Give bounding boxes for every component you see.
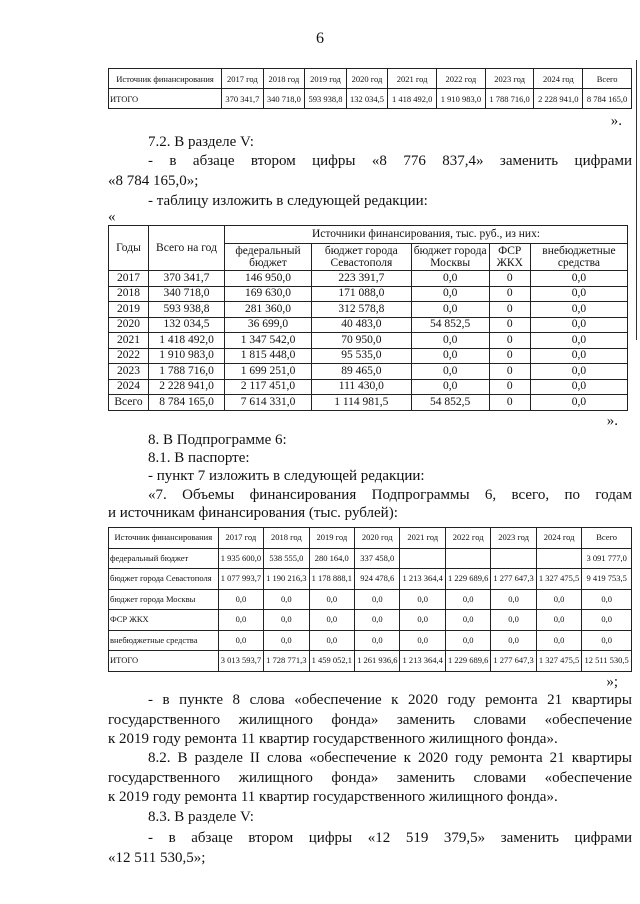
column-header: 2017 год (218, 528, 263, 549)
table-cell: 2017 (109, 271, 149, 287)
table-cell: 0 (489, 302, 530, 318)
table-cell: 2018 (109, 286, 149, 302)
table-cell: 0,0 (411, 333, 489, 349)
financing-table-subprogram-6 (108, 527, 632, 672)
table-cell: 1 815 448,0 (225, 348, 312, 364)
table-cell: 0 (489, 333, 530, 349)
financing-table-by-year (108, 225, 628, 411)
table-cell: 0,0 (309, 589, 354, 610)
table-cell: 0,0 (491, 589, 536, 610)
table-cell: 312 578,8 (312, 302, 412, 318)
table-cell: ИТОГО (109, 89, 222, 109)
table-row (109, 271, 628, 287)
table-cell: 0,0 (582, 610, 632, 631)
table-cell: 2021 (109, 333, 149, 349)
column-header: 2021 год (388, 69, 437, 89)
column-header: 2020 год (346, 69, 388, 89)
table-cell: 337 458,0 (355, 548, 400, 569)
column-header: ФСР ЖКХ (489, 244, 530, 271)
column-header: 2020 год (355, 528, 400, 549)
subsection-title: 8.1. В паспорте: (148, 450, 250, 466)
table-cell: 0,0 (530, 302, 627, 318)
column-header: Источник финансирования (109, 528, 219, 549)
table-cell: 0,0 (582, 589, 632, 610)
table-row (109, 348, 628, 364)
table-cell: 1 213 364,4 (400, 569, 445, 590)
table-cell: 9 419 753,5 (582, 569, 632, 590)
table-row (109, 630, 632, 651)
column-header: 2017 год (222, 69, 264, 89)
column-header: Источник финансирования (109, 69, 222, 89)
table-cell: 0,0 (445, 589, 490, 610)
table-cell: 1 077 993,7 (218, 569, 263, 590)
table-row (109, 548, 632, 569)
table-cell: 0,0 (536, 610, 581, 631)
table-cell: 40 483,0 (312, 317, 412, 333)
table-cell: 0,0 (411, 271, 489, 287)
table-cell: 281 360,0 (225, 302, 312, 318)
table-cell: 0,0 (264, 610, 309, 631)
table-cell: 0,0 (355, 610, 400, 631)
table-cell: 0,0 (411, 302, 489, 318)
table-cell: 0,0 (536, 589, 581, 610)
table-cell: 0 (489, 271, 530, 287)
table-cell: 0,0 (309, 610, 354, 631)
paragraph: - пункт 7 изложить в следующей редакции: (148, 468, 425, 484)
section-title: 8. В Подпрограмме 6: (148, 432, 287, 448)
table-cell: 8 784 165,0 (583, 89, 632, 109)
table-cell: 0 (489, 348, 530, 364)
table-row (109, 651, 632, 672)
table-cell: 95 535,0 (312, 348, 412, 364)
table-cell: 2 228 941,0 (149, 379, 225, 395)
table-cell: 1 213 364,4 (400, 651, 445, 672)
table-cell: 0,0 (400, 610, 445, 631)
table-cell: 370 341,7 (222, 89, 264, 109)
table-cell: бюджет города Москвы (109, 589, 219, 610)
table-cell: 0,0 (491, 610, 536, 631)
table-cell: 8 784 165,0 (149, 395, 225, 411)
column-header: бюджет города Москвы (411, 244, 489, 271)
table-cell: 0,0 (355, 589, 400, 610)
table-cell: 1 327 475,5 (536, 651, 581, 672)
column-header: 2023 год (491, 528, 536, 549)
paragraph: к 2019 году ремонта 11 квартир государственного жилищного фонда». (108, 789, 558, 805)
table-row (109, 364, 628, 380)
table-cell: 538 555,0 (264, 548, 309, 569)
table-cell: 2 228 941,0 (534, 89, 583, 109)
table-cell: 0 (489, 364, 530, 380)
table-cell: 0,0 (530, 333, 627, 349)
table-cell: 0,0 (530, 364, 627, 380)
paragraph: к 2019 году ремонта 11 квартир государственного жилищного фонда». (108, 731, 558, 747)
financing-table-summary (108, 68, 632, 109)
table-cell: 169 630,0 (225, 286, 312, 302)
page-number: 6 (316, 30, 324, 47)
table-cell: 1 229 689,6 (445, 569, 490, 590)
table-cell: 0,0 (530, 271, 627, 287)
paragraph: государственного жилищного фонда» заменить словами «обеспечение (108, 712, 632, 728)
table-cell: 0 (489, 286, 530, 302)
table-cell: 1 190 216,3 (264, 569, 309, 590)
column-header: Всего (582, 528, 632, 549)
table-cell: 1 788 716,0 (485, 89, 534, 109)
table-cell: 0 (489, 395, 530, 411)
table-cell: 0,0 (411, 364, 489, 380)
table-cell: 1 229 689,6 (445, 651, 490, 672)
table-cell: 280 164,0 (309, 548, 354, 569)
column-header: 2018 год (264, 528, 309, 549)
table-cell: 0,0 (530, 379, 627, 395)
close-quote: ». (606, 413, 618, 429)
table-cell: 593 938,8 (305, 89, 347, 109)
table-cell: 0,0 (445, 630, 490, 651)
table-cell: 0,0 (445, 610, 490, 631)
table-cell: 0,0 (355, 630, 400, 651)
table-cell: 0,0 (264, 589, 309, 610)
table-cell: бюджет города Севастополя (109, 569, 219, 590)
paragraph: государственного жилищного фонда» заменить словами «обеспечение (108, 770, 632, 786)
table-cell: 1 114 981,5 (312, 395, 412, 411)
table-cell: Всего (109, 395, 149, 411)
column-header: 2021 год (400, 528, 445, 549)
table-cell: 1 418 492,0 (388, 89, 437, 109)
table-cell: 1 699 251,0 (225, 364, 312, 380)
table-cell: 2020 (109, 317, 149, 333)
table-cell: 132 034,5 (346, 89, 388, 109)
table-cell: 0 (489, 379, 530, 395)
column-header: Всего (583, 69, 632, 89)
table-cell: 1 178 888,1 (309, 569, 354, 590)
table-cell: 0,0 (530, 395, 627, 411)
table-cell: 70 950,0 (312, 333, 412, 349)
table-cell: внебюджетные средства (109, 630, 219, 651)
open-quote: « (108, 209, 116, 225)
table-cell: ИТОГО (109, 651, 219, 672)
table-cell: 340 718,0 (263, 89, 305, 109)
table-cell: 0,0 (264, 630, 309, 651)
paragraph: «8 784 165,0»; (108, 173, 199, 189)
column-header: бюджет города Севастополя (312, 244, 412, 271)
paragraph: - в абзаце втором цифры «12 519 379,5» заменить цифрами (148, 830, 632, 846)
column-header: 2019 год (309, 528, 354, 549)
table-cell: 0,0 (411, 286, 489, 302)
close-quote: »; (606, 674, 618, 690)
table-cell: 223 391,7 (312, 271, 412, 287)
table-cell: 111 430,0 (312, 379, 412, 395)
table-cell: 1 910 983,0 (149, 348, 225, 364)
table-cell: 0,0 (530, 286, 627, 302)
table-cell: федеральный бюджет (109, 548, 219, 569)
header-total: Всего на год (149, 226, 225, 271)
table-cell: 1 277 647,3 (491, 651, 536, 672)
table-row (109, 333, 628, 349)
table-cell: 171 088,0 (312, 286, 412, 302)
column-header: 2019 год (305, 69, 347, 89)
table-cell: 1 459 052,1 (309, 651, 354, 672)
paragraph: «12 511 530,5»; (108, 850, 206, 866)
table-cell (536, 548, 581, 569)
column-header: 2024 год (534, 69, 583, 89)
table-cell: 12 511 530,5 (582, 651, 632, 672)
table-cell: 0,0 (218, 589, 263, 610)
table-cell: 3 013 593,7 (218, 651, 263, 672)
table-cell: ФСР ЖКХ (109, 610, 219, 631)
table-cell: 2023 (109, 364, 149, 380)
column-header: 2024 год (536, 528, 581, 549)
paragraph: 8.2. В разделе II слова «обеспечение к 2020 году ремонта 21 квартиры (148, 750, 632, 766)
table-cell: 1 261 936,6 (355, 651, 400, 672)
table-cell: 1 347 542,0 (225, 333, 312, 349)
table-cell: 0 (489, 317, 530, 333)
table-cell: 1 728 771,3 (264, 651, 309, 672)
table-cell: 1 788 716,0 (149, 364, 225, 380)
scan-edge (636, 60, 637, 340)
paragraph: - в абзаце втором цифры «8 776 837,4» заменить цифрами (148, 153, 632, 169)
table-cell: 1 910 983,0 (437, 89, 486, 109)
table-row (109, 395, 628, 411)
table-cell: 1 277 647,3 (491, 569, 536, 590)
table-row (109, 569, 632, 590)
table-cell: 0,0 (411, 348, 489, 364)
table-cell: 1 935 600,0 (218, 548, 263, 569)
table-cell: 924 478,6 (355, 569, 400, 590)
table-cell: 0,0 (411, 379, 489, 395)
paragraph: «7. Объемы финансирования Подпрограммы 6, всего, по годам (148, 487, 632, 503)
table-cell: 370 341,7 (149, 271, 225, 287)
column-header: внебюджетные средства (530, 244, 627, 271)
table-cell: 0,0 (582, 630, 632, 651)
paragraph: - в пункте 8 слова «обеспечение к 2020 году ремонта 21 квартиры (148, 692, 632, 708)
table-row (109, 286, 628, 302)
header-sources: Источники финансирования, тыс. руб., из них: (225, 226, 628, 244)
table-row (109, 89, 632, 109)
subsection-title: 8.3. В разделе V: (148, 809, 254, 825)
table-cell: 54 852,5 (411, 395, 489, 411)
table-cell: 146 950,0 (225, 271, 312, 287)
close-quote: ». (610, 113, 622, 129)
table-cell (445, 548, 490, 569)
table-cell: 0,0 (218, 630, 263, 651)
table-cell: 1 327 475,5 (536, 569, 581, 590)
column-header: 2018 год (263, 69, 305, 89)
table-cell: 0,0 (400, 589, 445, 610)
table-cell: 2022 (109, 348, 149, 364)
column-header: 2022 год (437, 69, 486, 89)
table-cell (400, 548, 445, 569)
paragraph: и источникам финансирования (тыс. рублей): (108, 505, 398, 521)
table-cell: 2019 (109, 302, 149, 318)
table-row (109, 589, 632, 610)
header-years: Годы (109, 226, 149, 271)
table-cell: 7 614 331,0 (225, 395, 312, 411)
table-cell: 593 938,8 (149, 302, 225, 318)
table-cell: 89 465,0 (312, 364, 412, 380)
column-header: 2022 год (445, 528, 490, 549)
table-cell: 0,0 (530, 317, 627, 333)
table-cell: 1 418 492,0 (149, 333, 225, 349)
column-header: 2023 год (485, 69, 534, 89)
table-cell: 0,0 (218, 610, 263, 631)
paragraph: - таблицу изложить в следующей редакции: (148, 193, 428, 209)
table-cell (491, 548, 536, 569)
table-cell: 0,0 (536, 630, 581, 651)
table-row (109, 302, 628, 318)
table-cell: 0,0 (491, 630, 536, 651)
table-cell: 0,0 (309, 630, 354, 651)
column-header: федеральный бюджет (225, 244, 312, 271)
table-cell: 54 852,5 (411, 317, 489, 333)
table-cell: 2024 (109, 379, 149, 395)
table-cell: 340 718,0 (149, 286, 225, 302)
section-title: 7.2. В разделе V: (148, 134, 254, 150)
table-row (109, 379, 628, 395)
table-cell: 0,0 (530, 348, 627, 364)
table-row (109, 610, 632, 631)
table-cell: 36 699,0 (225, 317, 312, 333)
table-cell: 2 117 451,0 (225, 379, 312, 395)
table-cell: 132 034,5 (149, 317, 225, 333)
table-cell: 3 091 777,0 (582, 548, 632, 569)
table-row (109, 317, 628, 333)
table-cell: 0,0 (400, 630, 445, 651)
